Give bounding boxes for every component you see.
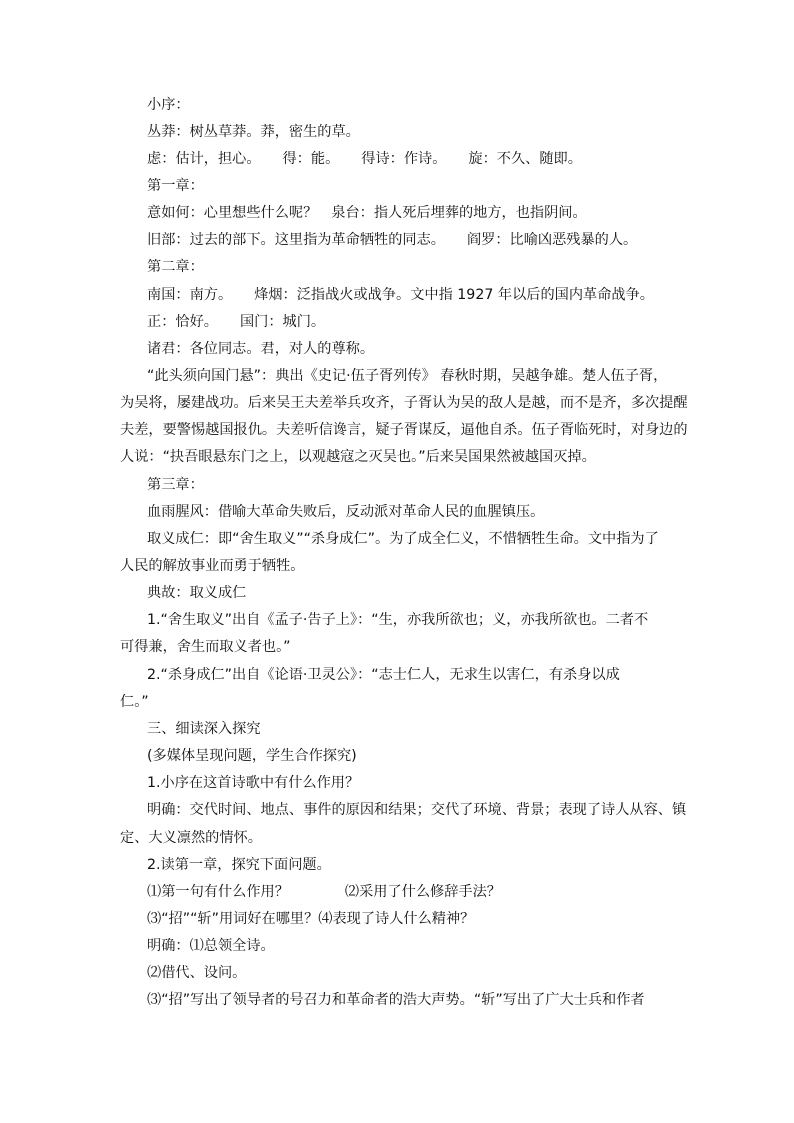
gloss-line-yiruhe (147, 203, 587, 223)
gloss-xuan: 旋：不久、随即。 (468, 151, 582, 167)
gloss-guomen: 国门：城门。 (239, 314, 326, 330)
subquestion-1: ⑴第一句有什么作用？ (147, 884, 289, 900)
gloss-quantai: 泉台：指人死后埋葬的地方，也指阴间。 (331, 205, 587, 221)
allusion-1-line-1: 1.“舍生取义”出自《孟子·告子上》：“生，亦我所欲也；义，亦我所欲也。二者不 (147, 612, 649, 628)
gloss-fengyan: 烽烟：泛指战火或战争。文中指 1927 年以后的国内革命战争。 (254, 287, 654, 303)
allusion-2-line-1: 2.“杀身成仁”出自《论语·卫灵公》：“志士仁人，无求生以害仁，有杀身以成 (147, 667, 620, 683)
gloss-quyichengren-line-2: 人民的解放事业而勇于牺牲。 (120, 558, 305, 574)
allusion-heading: 典故：取义成仁 (147, 585, 247, 601)
question-2: 2.读第一章，探究下面问题。 (147, 857, 331, 873)
section-heading-3: 三、细读深入探究 (147, 721, 261, 737)
allusion-para-line-1: “此头须向国门悬”：典出《史记·伍子胥列传》 春秋时期，吴越争雄。楚人伍子胥， (147, 368, 668, 384)
gloss-zheng: 正：恰好。 (147, 314, 218, 330)
gloss-de: 得：能。 (282, 151, 340, 167)
gloss-yanluo: 阎罗：比喻凶恶残暴的人。 (466, 232, 638, 248)
gloss-zhujun: 诸君：各位同志。君，对人的尊称。 (147, 341, 375, 357)
allusion-1-line-2: 可得兼，舍生而取义者也。” (120, 639, 291, 655)
answer-2-part-3: ⑶“招”写出了领导者的号召力和革命者的浩大声势。“斩”写出了广大士兵和作者 (147, 992, 645, 1008)
heading-chapter-1: 第一章： (147, 178, 204, 194)
gloss-congmang: 丛莽：树丛草莽。莽，密生的草。 (147, 124, 360, 140)
gloss-line-lv-de (147, 149, 582, 169)
gloss-nanguo: 南国：南方。 (147, 287, 233, 303)
allusion-para-line-4: 人说：“抉吾眼悬东门之上，以观越寇之灭吴也。”后来吴国果然被越国灭掉。 (120, 449, 596, 465)
gloss-line-zheng (147, 312, 325, 332)
question-1: 1.小序在这首诗歌中有什么作用？ (147, 775, 360, 791)
gloss-line-jiubu (147, 230, 637, 250)
gloss-yiruhe: 意如何：心里想些什么呢？ (147, 205, 318, 221)
heading-chapter-3: 第三章： (147, 477, 204, 493)
answer-2-part-1: 明确：⑴总领全诗。 (147, 938, 275, 954)
allusion-para-line-2: 为吴将，屡建战功。后来吴王夫差举兵攻齐，子胥认为吴的敌人是越，而不是齐，多次提醒 (120, 395, 688, 411)
gloss-xueyuxingfeng: 血雨腥风：借喻大革命失败后，反动派对革命人民的血腥镇压。 (147, 504, 545, 520)
heading-preface: 小序： (147, 97, 190, 113)
gloss-lv: 虑：估计，担心。 (147, 151, 261, 167)
subquestion-2: ⑵采用了什么修辞手法？ (344, 884, 501, 900)
subquestions-line-1 (147, 882, 501, 902)
subquestions-line-2: ⑶“招”“斩”用词好在哪里？⑷表现了诗人什么精神？ (147, 911, 475, 927)
gloss-jiubu: 旧部：过去的部下。这里指为革命牺牲的同志。 (147, 232, 445, 248)
section-note: (多媒体呈现问题，学生合作探究) (147, 748, 357, 764)
answer-1-line-2: 定、大义凛然的情怀。 (120, 830, 262, 846)
gloss-quyichengren-line-1: 取义成仁：即“舍生取义”“杀身成仁”。为了成全仁义，不惜牺牲生命。文中指为了 (147, 531, 659, 547)
gloss-deshi: 得诗：作诗。 (361, 151, 447, 167)
answer-1-line-1: 明确：交代时间、地点、事件的原因和结果；交代了环境、背景；表现了诗人从容、镇 (147, 802, 687, 818)
allusion-para-line-3: 夫差，要警惕越国报仇。夫差听信谗言，疑子胥谋反，逼他自杀。伍子胥临死时，对身边的 (120, 422, 688, 438)
heading-chapter-2: 第二章： (147, 259, 204, 275)
answer-2-part-2: ⑵借代、设问。 (147, 965, 247, 981)
gloss-line-nanguo (147, 285, 654, 305)
allusion-2-line-2: 仁。” (120, 694, 149, 710)
